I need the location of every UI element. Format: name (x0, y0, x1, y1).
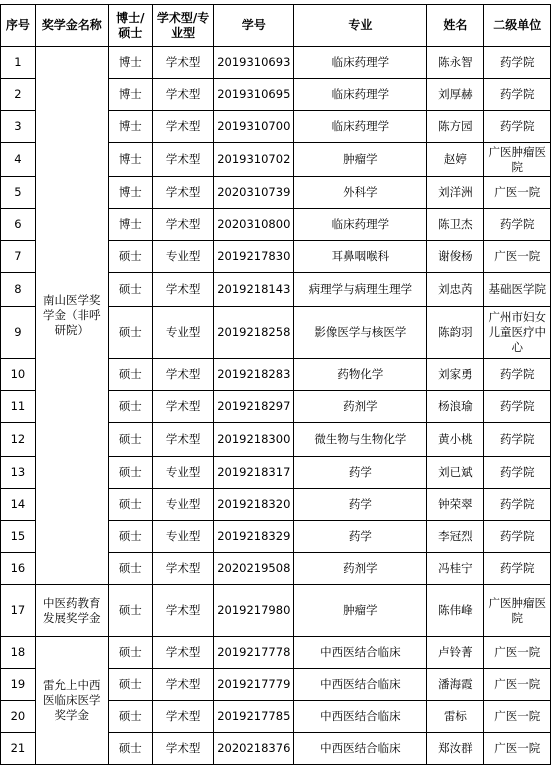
cell-student-name: 李冠烈 (427, 521, 484, 553)
cell-serial: 9 (1, 307, 36, 359)
cell-program-type: 专业型 (152, 241, 213, 273)
cell-program-type: 学术型 (152, 553, 213, 585)
cell-student-name: 赵婷 (427, 143, 484, 177)
table-row (1, 585, 551, 637)
cell-major: 临床药理学 (294, 209, 427, 241)
cell-student-name: 黄小桃 (427, 423, 484, 457)
cell-serial: 1 (1, 47, 36, 79)
cell-student-name: 刘忠芮 (427, 273, 484, 307)
cell-student-id: 2019217779 (214, 669, 294, 701)
cell-degree: 硕士 (108, 359, 152, 391)
cell-major: 药物化学 (294, 359, 427, 391)
cell-major: 病理学与病理生理学 (294, 273, 427, 307)
cell-student-id: 2020218376 (214, 733, 294, 765)
cell-student-id: 2019218143 (214, 273, 294, 307)
cell-program-type: 学术型 (152, 209, 213, 241)
cell-student-name: 刘已斌 (427, 457, 484, 489)
cell-unit: 药学院 (484, 457, 551, 489)
cell-degree: 硕士 (108, 553, 152, 585)
cell-unit: 药学院 (484, 111, 551, 143)
cell-program-type: 学术型 (152, 177, 213, 209)
cell-program-type: 学术型 (152, 111, 213, 143)
cell-student-name: 雷标 (427, 701, 484, 733)
cell-unit: 广医一院 (484, 733, 551, 765)
cell-degree: 硕士 (108, 669, 152, 701)
cell-unit: 广医一院 (484, 177, 551, 209)
cell-student-id: 2019310695 (214, 79, 294, 111)
cell-degree: 博士 (108, 143, 152, 177)
cell-degree: 硕士 (108, 307, 152, 359)
cell-program-type: 学术型 (152, 359, 213, 391)
cell-program-type: 学术型 (152, 585, 213, 637)
cell-student-id: 2019217830 (214, 241, 294, 273)
cell-major: 临床药理学 (294, 79, 427, 111)
cell-unit: 药学院 (484, 359, 551, 391)
cell-program-type: 学术型 (152, 273, 213, 307)
cell-program-type: 学术型 (152, 637, 213, 669)
cell-student-name: 谢俊杨 (427, 241, 484, 273)
cell-program-type: 学术型 (152, 143, 213, 177)
cell-student-id: 2020310800 (214, 209, 294, 241)
cell-unit: 基础医学院 (484, 273, 551, 307)
cell-degree: 硕士 (108, 701, 152, 733)
cell-student-name: 潘海霞 (427, 669, 484, 701)
cell-serial: 20 (1, 701, 36, 733)
cell-student-name: 陈卫杰 (427, 209, 484, 241)
cell-unit: 药学院 (484, 391, 551, 423)
cell-unit: 广医一院 (484, 637, 551, 669)
cell-student-name: 刘家勇 (427, 359, 484, 391)
cell-degree: 博士 (108, 177, 152, 209)
cell-student-name: 陈伟峰 (427, 585, 484, 637)
cell-student-id: 2019218320 (214, 489, 294, 521)
cell-degree: 博士 (108, 47, 152, 79)
cell-student-name: 杨浪瑜 (427, 391, 484, 423)
cell-serial: 10 (1, 359, 36, 391)
cell-program-type: 学术型 (152, 423, 213, 457)
header-unit: 二级单位 (484, 5, 551, 47)
cell-program-type: 学术型 (152, 701, 213, 733)
cell-student-name: 陈韵羽 (427, 307, 484, 359)
cell-serial: 7 (1, 241, 36, 273)
cell-major: 耳鼻咽喉科 (294, 241, 427, 273)
cell-major: 影像医学与核医学 (294, 307, 427, 359)
cell-serial: 3 (1, 111, 36, 143)
cell-scholarship-group: 雷允上中西医临床医学奖学金 (35, 637, 108, 765)
cell-serial: 2 (1, 79, 36, 111)
cell-student-name: 卢铃菁 (427, 637, 484, 669)
cell-program-type: 专业型 (152, 457, 213, 489)
cell-unit: 药学院 (484, 489, 551, 521)
table-row (1, 637, 551, 669)
cell-unit: 广医肿瘤医院 (484, 143, 551, 177)
cell-serial: 16 (1, 553, 36, 585)
cell-student-name: 郑汝群 (427, 733, 484, 765)
cell-unit: 药学院 (484, 209, 551, 241)
cell-program-type: 学术型 (152, 733, 213, 765)
cell-student-id: 2019218258 (214, 307, 294, 359)
cell-scholarship-group: 南山医学奖学金（非呼研院） (35, 47, 108, 585)
cell-student-name: 刘洋洲 (427, 177, 484, 209)
cell-serial: 19 (1, 669, 36, 701)
cell-student-id: 2019218317 (214, 457, 294, 489)
cell-serial: 8 (1, 273, 36, 307)
cell-program-type: 学术型 (152, 391, 213, 423)
cell-serial: 11 (1, 391, 36, 423)
cell-student-name: 陈方园 (427, 111, 484, 143)
cell-student-id: 2019310702 (214, 143, 294, 177)
scholarship-table-container (0, 4, 551, 765)
header-student-id: 学号 (214, 5, 294, 47)
cell-degree: 硕士 (108, 457, 152, 489)
cell-serial: 5 (1, 177, 36, 209)
cell-student-id: 2019310693 (214, 47, 294, 79)
cell-student-name: 钟荣翠 (427, 489, 484, 521)
cell-major: 中西医结合临床 (294, 669, 427, 701)
cell-student-name: 陈永智 (427, 47, 484, 79)
scholarship-table (0, 4, 551, 765)
cell-unit: 广州市妇女儿童医疗中心 (484, 307, 551, 359)
cell-student-name: 冯桂宁 (427, 553, 484, 585)
cell-degree: 硕士 (108, 733, 152, 765)
cell-serial: 14 (1, 489, 36, 521)
cell-major: 中西医结合临床 (294, 637, 427, 669)
cell-major: 肿瘤学 (294, 143, 427, 177)
cell-major: 临床药理学 (294, 47, 427, 79)
header-serial: 序号 (1, 5, 36, 47)
cell-unit: 药学院 (484, 423, 551, 457)
cell-degree: 博士 (108, 209, 152, 241)
cell-program-type: 专业型 (152, 521, 213, 553)
cell-major: 药学 (294, 489, 427, 521)
cell-program-type: 专业型 (152, 489, 213, 521)
cell-degree: 博士 (108, 79, 152, 111)
header-student-name: 姓名 (427, 5, 484, 47)
cell-major: 药学 (294, 521, 427, 553)
cell-unit: 药学院 (484, 47, 551, 79)
cell-degree: 硕士 (108, 585, 152, 637)
cell-degree: 硕士 (108, 241, 152, 273)
cell-student-id: 2019218297 (214, 391, 294, 423)
cell-degree: 硕士 (108, 489, 152, 521)
header-degree: 博士/硕士 (108, 5, 152, 47)
cell-unit: 广医肿瘤医院 (484, 585, 551, 637)
cell-student-id: 2019218329 (214, 521, 294, 553)
cell-student-id: 2019217980 (214, 585, 294, 637)
cell-program-type: 专业型 (152, 307, 213, 359)
cell-unit: 广医一院 (484, 241, 551, 273)
cell-student-id: 2019217785 (214, 701, 294, 733)
cell-major: 药剂学 (294, 391, 427, 423)
header-major: 专业 (294, 5, 427, 47)
cell-student-id: 2019218300 (214, 423, 294, 457)
cell-major: 外科学 (294, 177, 427, 209)
cell-major: 肿瘤学 (294, 585, 427, 637)
cell-major: 中西医结合临床 (294, 733, 427, 765)
cell-serial: 15 (1, 521, 36, 553)
header-scholarship-name: 奖学金名称 (35, 5, 108, 47)
cell-unit: 药学院 (484, 553, 551, 585)
cell-serial: 17 (1, 585, 36, 637)
cell-program-type: 学术型 (152, 669, 213, 701)
cell-degree: 硕士 (108, 521, 152, 553)
table-row (1, 47, 551, 79)
cell-program-type: 学术型 (152, 47, 213, 79)
cell-program-type: 学术型 (152, 79, 213, 111)
cell-major: 微生物与生物化学 (294, 423, 427, 457)
cell-student-name: 刘厚赫 (427, 79, 484, 111)
cell-serial: 21 (1, 733, 36, 765)
cell-serial: 6 (1, 209, 36, 241)
cell-major: 药学 (294, 457, 427, 489)
cell-unit: 药学院 (484, 521, 551, 553)
cell-student-id: 2019218283 (214, 359, 294, 391)
cell-serial: 18 (1, 637, 36, 669)
cell-serial: 12 (1, 423, 36, 457)
cell-major: 药剂学 (294, 553, 427, 585)
cell-major: 中西医结合临床 (294, 701, 427, 733)
cell-serial: 13 (1, 457, 36, 489)
cell-degree: 硕士 (108, 423, 152, 457)
cell-student-id: 2019310700 (214, 111, 294, 143)
cell-degree: 博士 (108, 111, 152, 143)
cell-unit: 广医一院 (484, 701, 551, 733)
cell-degree: 硕士 (108, 391, 152, 423)
cell-degree: 硕士 (108, 637, 152, 669)
cell-serial: 4 (1, 143, 36, 177)
cell-scholarship-group: 中医药教育发展奖学金 (35, 585, 108, 637)
cell-degree: 硕士 (108, 273, 152, 307)
cell-unit: 药学院 (484, 79, 551, 111)
header-row (1, 5, 551, 47)
cell-unit: 广医一院 (484, 669, 551, 701)
cell-student-id: 2020219508 (214, 553, 294, 585)
cell-major: 临床药理学 (294, 111, 427, 143)
header-program-type: 学术型/专业型 (152, 5, 213, 47)
cell-student-id: 2019217778 (214, 637, 294, 669)
cell-student-id: 2020310739 (214, 177, 294, 209)
